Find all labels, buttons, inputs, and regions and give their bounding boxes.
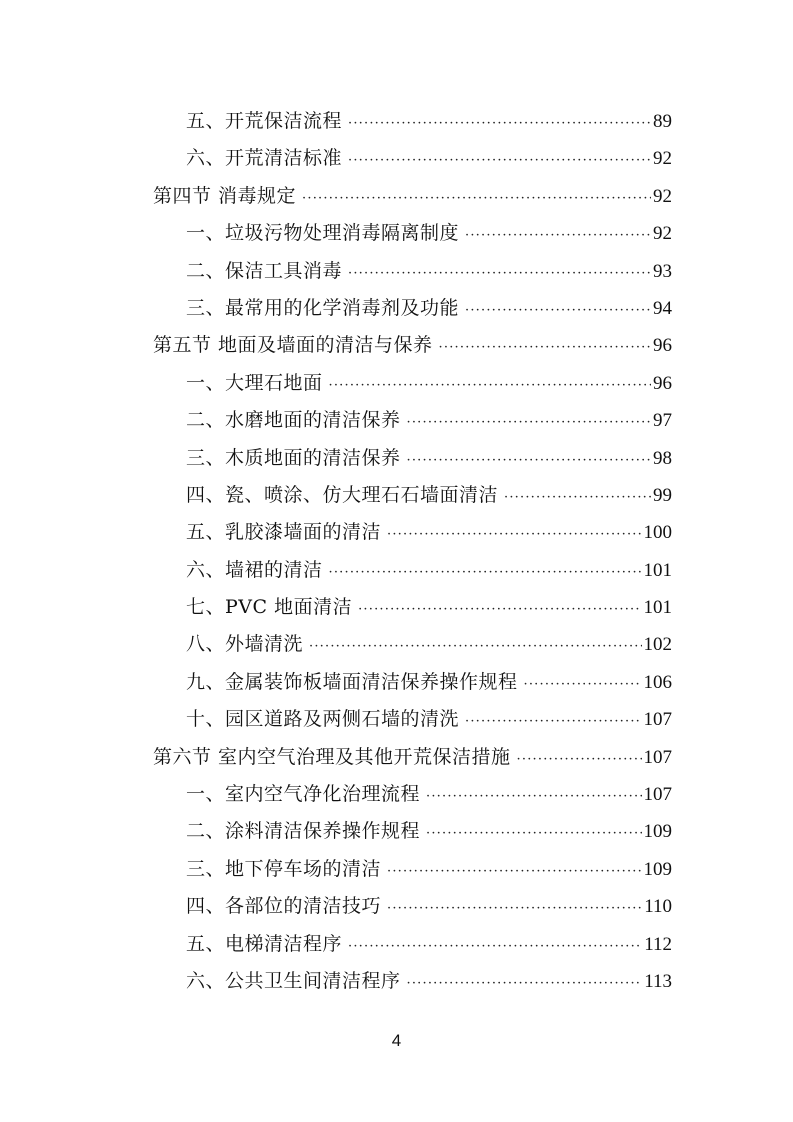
toc-entry-title: 九、金属装饰板墙面清洁保养操作规程 [186,670,518,693]
toc-entry-line [186,664,672,703]
dot-leader [407,442,651,479]
toc-entry-page-number: 99 [653,484,672,506]
dot-leader [426,778,641,815]
toc-entry-title: 七、PVC 地面清洁 [186,596,353,619]
toc-subsection-entry [0,290,793,327]
toc-entry-title: 一、大理石地面 [186,371,323,394]
toc-entry-line [186,140,672,179]
toc-entry-line [153,178,672,217]
toc-subsection-entry [0,664,793,701]
toc-entry-title: 一、室内空气净化治理流程 [186,783,421,806]
toc-entry-line [186,851,672,890]
toc-entry-line [186,514,672,553]
toc-subsection-entry [0,477,793,514]
toc-entry-line [153,327,672,366]
toc-entry-page-number: 109 [643,821,672,843]
toc-entry-page-number: 92 [653,185,672,207]
toc-entry-line [186,888,672,927]
dot-leader [348,255,651,292]
toc-entry-page-number: 101 [643,559,672,581]
toc-subsection-entry [0,888,793,925]
toc-subsection-entry [0,440,793,477]
toc-entry-title: 四、各部位的清洁技巧 [186,895,382,918]
toc-subsection-entry [0,626,793,663]
table-of-contents [0,103,793,1000]
toc-entry-line [186,103,672,142]
dot-leader [358,591,641,628]
toc-entry-line [186,926,672,965]
toc-entry-line [186,552,672,591]
toc-entry-page-number: 101 [643,597,672,619]
toc-subsection-entry [0,589,793,626]
toc-entry-page-number: 110 [644,896,672,918]
toc-entry-line [186,402,672,441]
dot-leader [387,853,641,890]
toc-entry-title: 三、最常用的化学消毒剂及功能 [186,296,460,319]
dot-leader [524,666,642,703]
toc-entry-line [186,813,672,852]
toc-entry-page-number: 92 [653,148,672,170]
dot-leader [426,815,641,852]
toc-entry-line [186,589,672,628]
dot-leader [504,479,651,516]
toc-entry-title: 六、公共卫生间清洁程序 [186,969,401,992]
toc-entry-line [186,365,672,404]
dot-leader [439,329,651,366]
dot-leader [348,928,642,965]
dot-leader [348,142,651,179]
toc-entry-title: 五、乳胶漆墙面的清洁 [186,521,382,544]
toc-entry-title: 三、木质地面的清洁保养 [186,446,401,469]
toc-entry-page-number: 107 [643,709,672,731]
toc-entry-line [186,477,672,516]
dot-leader [517,741,642,778]
toc-entry-title: 二、涂料清洁保养操作规程 [186,820,421,843]
toc-subsection-entry [0,215,793,252]
dot-leader [465,217,651,254]
toc-entry-page-number: 100 [643,522,672,544]
toc-entry-page-number: 106 [643,671,672,693]
toc-entry-page-number: 102 [643,634,672,656]
toc-entry-page-number: 112 [644,933,672,955]
toc-entry-title: 三、地下停车场的清洁 [186,857,382,880]
page-number: 4 [391,1031,402,1050]
toc-entry-title: 六、开荒清洁标准 [186,147,343,170]
toc-section-entry [0,178,793,215]
toc-entry-title: 第五节 地面及墙面的清洁与保养 [153,334,433,357]
toc-entry-line [186,253,672,292]
toc-subsection-entry [0,963,793,1000]
toc-subsection-entry [0,103,793,140]
toc-entry-page-number: 93 [653,260,672,282]
toc-entry-title: 八、外墙清洗 [186,633,304,656]
toc-entry-page-number: 94 [653,297,672,319]
dot-leader [302,180,651,217]
toc-entry-page-number: 96 [653,335,672,357]
dot-leader [329,367,651,404]
toc-section-entry [0,739,793,776]
toc-subsection-entry [0,813,793,850]
toc-entry-line [186,290,672,329]
toc-entry-line [186,963,672,1002]
toc-entry-page-number: 107 [643,746,672,768]
toc-entry-page-number: 107 [643,784,672,806]
toc-entry-page-number: 89 [653,111,672,132]
toc-subsection-entry [0,253,793,290]
toc-entry-line [153,739,672,778]
toc-entry-title: 二、保洁工具消毒 [186,259,343,282]
toc-entry-line [186,701,672,740]
toc-entry-title: 第四节 消毒规定 [153,184,297,207]
dot-leader [407,404,651,441]
toc-entry-page-number: 92 [653,223,672,245]
toc-entry-page-number: 109 [643,858,672,880]
dot-leader [407,965,643,1002]
dot-leader [309,628,641,665]
dot-leader [387,890,642,927]
toc-entry-page-number: 113 [644,970,672,992]
toc-entry-line [186,215,672,254]
toc-subsection-entry [0,140,793,177]
toc-subsection-entry [0,851,793,888]
toc-subsection-entry [0,402,793,439]
toc-subsection-entry [0,776,793,813]
dot-leader [465,703,641,740]
dot-leader [329,554,642,591]
toc-entry-title: 十、园区道路及两侧石墙的清洗 [186,708,460,731]
dot-leader [465,292,651,329]
toc-subsection-entry [0,701,793,738]
toc-subsection-entry [0,514,793,551]
toc-entry-title: 五、电梯清洁程序 [186,932,343,955]
toc-subsection-entry [0,552,793,589]
toc-entry-page-number: 97 [653,410,672,432]
toc-entry-title: 一、垃圾污物处理消毒隔离制度 [186,222,460,245]
toc-entry-page-number: 96 [653,372,672,394]
toc-subsection-entry [0,926,793,963]
dot-leader [348,105,651,142]
toc-entry-title: 二、水磨地面的清洁保养 [186,409,401,432]
toc-entry-title: 第六节 室内空气治理及其他开荒保洁措施 [153,745,511,768]
toc-entry-title: 四、瓷、喷涂、仿大理石石墙面清洁 [186,483,499,506]
toc-subsection-entry [0,365,793,402]
toc-entry-line [186,440,672,479]
dot-leader [387,516,641,553]
toc-entry-title: 六、墙裙的清洁 [186,558,323,581]
toc-entry-page-number: 98 [653,447,672,469]
toc-entry-line [186,626,672,665]
toc-section-entry [0,327,793,364]
toc-entry-title: 五、开荒保洁流程 [186,110,343,132]
toc-entry-line [186,776,672,815]
